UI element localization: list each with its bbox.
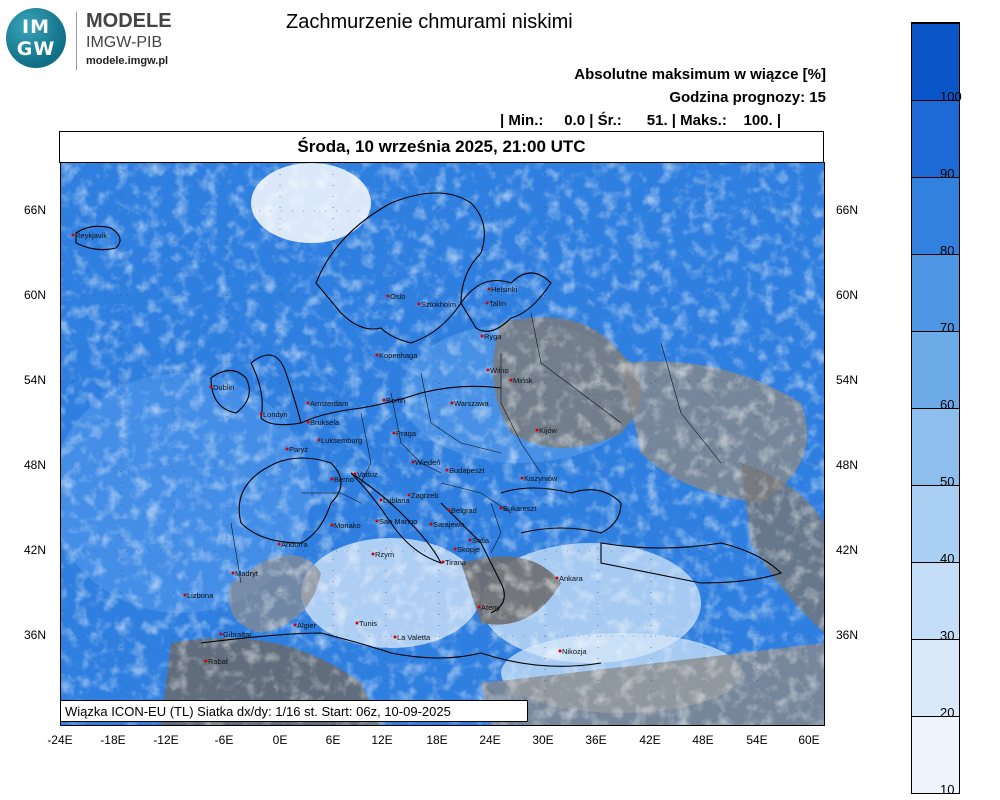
lat-label-right: 48N [836,458,859,472]
logo-text-top: IM [22,16,50,38]
cloud-texture [61,163,824,725]
city-marker [294,621,317,630]
colorbar-label: 30 [940,628,955,643]
city-marker [184,591,215,600]
lat-label-left: 48N [24,458,47,472]
city-marker [486,299,507,308]
city-marker [418,300,457,309]
city-label: Kopenhaga [379,351,418,360]
city-label: Dublin [213,383,235,392]
city-label: Berlin [386,396,406,405]
city-label: Monako [334,521,361,530]
city-marker [442,558,467,567]
logo-separator [76,12,77,70]
city-label: Ateny [481,603,501,612]
city-marker [331,521,361,530]
city-label: Londyn [263,410,288,419]
colorbar-label: 50 [940,474,955,489]
city-label: Oslo [390,292,406,301]
city-marker [430,520,465,529]
city-marker [556,574,584,583]
city-marker [412,458,441,467]
city-label: Helsinki [491,285,518,294]
lon-label: 12E [371,733,393,747]
brand-url[interactable]: modele.imgw.pl [86,55,169,67]
city-label: Sztokholm [421,300,457,309]
city-label: Sarajewo [433,520,465,529]
city-marker [446,466,486,475]
lon-label: -12E [153,733,179,747]
lon-label: 0E [272,733,288,747]
lon-label: 30E [532,733,554,747]
lon-label: 36E [585,733,607,747]
city-marker [205,657,229,666]
city-label: Ankara [559,574,583,583]
city-marker [448,506,477,515]
city-label: Sofia [472,536,490,545]
lon-label: 60E [798,733,820,747]
colorbar-label: 60 [940,397,955,412]
city-label: Luksemburg [321,436,363,445]
lon-label: -24E [47,733,73,747]
city-marker [307,418,341,427]
lat-label-left: 66N [24,203,47,217]
imgw-logo [6,8,66,68]
logo-text-bottom: GW [16,38,56,60]
city-label: San Marino [379,517,418,526]
city-marker [408,491,439,500]
map-svg [61,163,824,725]
city-marker [559,647,588,656]
lon-label: 42E [639,733,661,747]
city-marker [536,426,558,435]
city-marker [318,436,363,445]
city-marker [488,285,518,294]
city-marker [454,545,480,554]
city-label: Skopje [457,545,480,554]
lon-label: 18E [426,733,448,747]
city-label: Berno [334,475,355,484]
cloud-map [60,162,825,726]
city-label: Vaduz [357,470,378,479]
city-label: Andorra [281,540,308,549]
colorbar-label: 90 [940,166,955,181]
city-label: Nikozja [562,647,587,656]
lat-label-right: 66N [836,203,859,217]
colorbar-label: 40 [940,551,955,566]
city-marker [481,332,503,341]
lon-label: 24E [479,733,501,747]
city-label: Wilno [490,366,509,375]
colorbar-label: 80 [940,243,955,258]
model-info-footer: Wiązka ICON-EU (TL) Siatka dx/dy: 1/16 st. Start: 06z, 10-09-2025 [60,700,528,722]
brand-title: MODELE [86,10,172,32]
lat-label-right: 54N [836,373,859,387]
city-label: Lublana [383,496,410,505]
colorbar-label: 20 [940,705,955,720]
stats-line: | Min.: 0.0 | Śr.: 51. | Maks.: 100. | [500,112,782,129]
city-marker [260,410,288,419]
city-label: Mińsk [513,376,533,385]
city-marker [72,231,108,240]
colorbar-label: 100 [940,89,962,104]
city-label: Tallin [489,299,507,308]
city-label: Algier [297,621,317,630]
city-marker [278,540,309,549]
city-label: Reykjavik [75,231,108,240]
city-marker [469,536,490,545]
lat-label-right: 42N [836,543,859,557]
city-marker [394,633,432,642]
city-marker [372,550,395,559]
city-marker [376,517,418,526]
city-label: Warszawa [454,399,489,408]
city-label: La Valetta [397,633,431,642]
city-marker [487,366,509,375]
city-label: Zagrzeb [411,491,439,500]
forecast-hour: Godzina prognozy: 15 [669,89,826,106]
lat-label-right: 60N [836,288,859,302]
city-marker [510,376,533,385]
lon-label: 6E [325,733,341,747]
city-marker [356,619,378,628]
lat-label-left: 60N [24,288,47,302]
city-marker [331,475,355,484]
lon-label: 48E [692,733,714,747]
city-label: Budapeszt [449,466,485,475]
lat-label-right: 36N [836,628,859,642]
city-label: Praga [396,429,417,438]
city-label: Amsterdam [310,399,349,408]
city-marker [380,496,411,505]
city-label: Kiszyniów [524,474,558,483]
city-label: Kijów [539,426,557,435]
city-label: Paryż [289,445,309,454]
city-marker [232,569,259,578]
city-marker [220,630,253,639]
city-marker [387,292,406,301]
city-label: Rzym [375,550,395,559]
city-label: Gibraltar [223,630,252,639]
city-marker [307,399,349,408]
lat-label-left: 36N [24,628,47,642]
city-marker [393,429,417,438]
lon-label: -18E [100,733,126,747]
colorbar-label: 10 [940,782,955,797]
city-label: Bruksela [310,418,340,427]
colorbar-label: 70 [940,320,955,335]
city-marker [500,504,538,513]
city-marker [383,396,406,405]
city-label: Tirana [445,558,466,567]
city-marker [478,603,501,612]
city-label: Bukareszt [503,504,537,513]
city-label: Ryga [484,332,502,341]
city-marker [376,351,419,360]
unit-label: Absolutne maksimum w wiązce [%] [574,66,826,83]
city-label: Lizbona [187,591,214,600]
lat-label-left: 54N [24,373,47,387]
brand-subtitle: IMGW-PIB [86,34,163,51]
page-title: Zachmurzenie chmurami niskimi [286,11,573,33]
city-label: Belgrad [451,506,477,515]
city-marker [521,474,558,483]
city-label: Madryt [235,569,258,578]
city-marker [451,399,490,408]
lon-label: -6E [214,733,234,747]
lat-label-left: 42N [24,543,47,557]
city-marker [210,383,235,392]
city-marker [286,445,309,454]
lon-label: 54E [746,733,768,747]
city-marker [354,470,378,479]
city-label: Wiedeń [415,458,441,467]
city-label: Tunis [359,619,378,628]
city-label: Rabat [208,657,229,666]
date-bar: Środa, 10 września 2025, 21:00 UTC [59,131,824,163]
